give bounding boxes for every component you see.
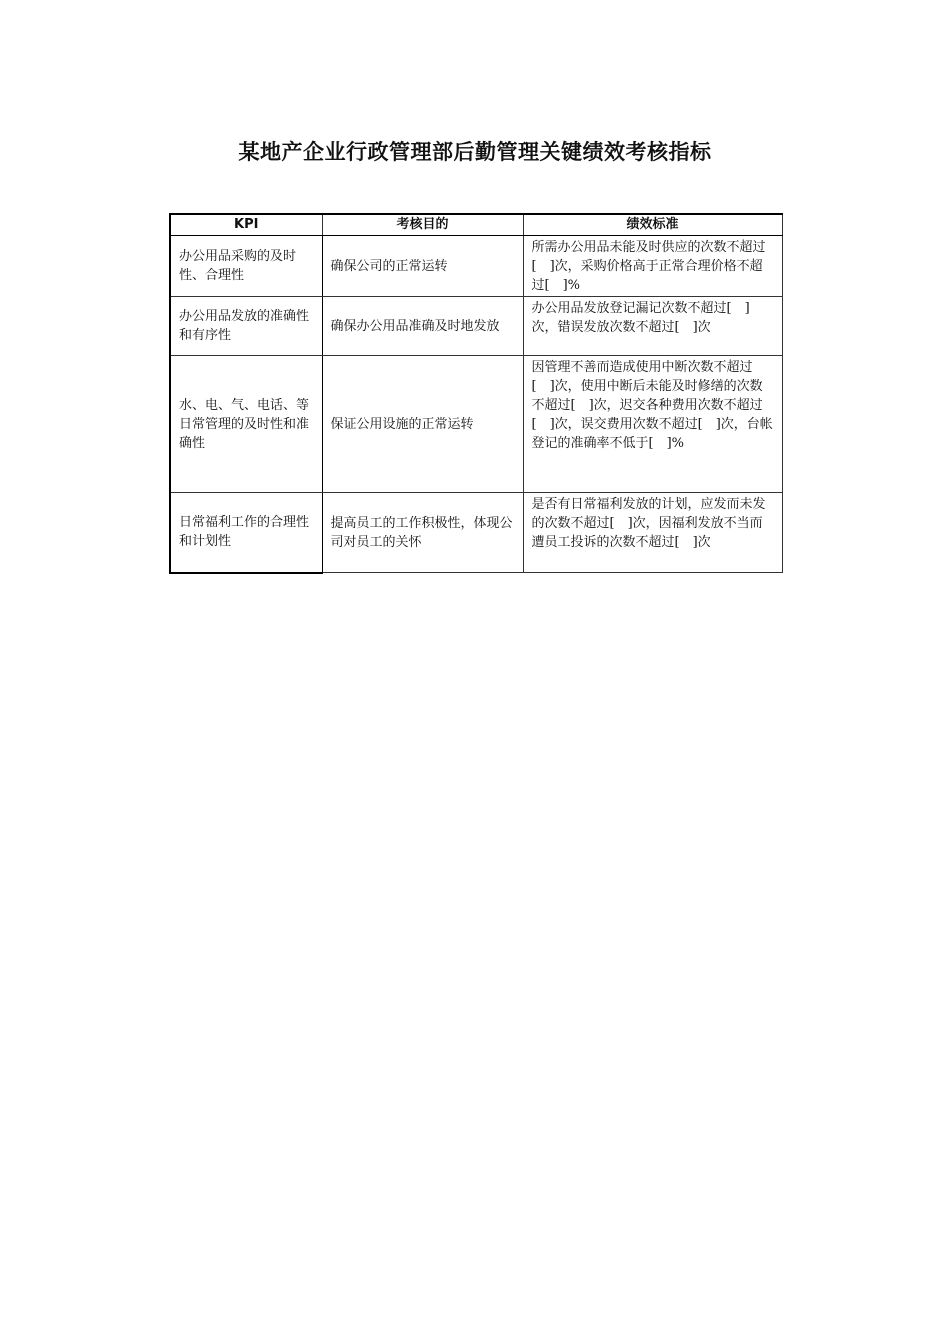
header-kpi: KPI <box>170 214 322 236</box>
kpi-cell: 办公用品采购的及时性、合理性 <box>170 236 322 297</box>
header-standard: 绩效标准 <box>523 214 782 236</box>
table-row <box>170 297 782 356</box>
kpi-cell: 办公用品发放的准确性和有序性 <box>170 297 322 356</box>
standard-cell: 所需办公用品未能及时供应的次数不超过[ ]次，采购价格高于正常合理价格不超过[ ]% <box>523 236 782 297</box>
table-row <box>170 493 782 573</box>
standard-cell: 是否有日常福利发放的计划，应发而未发的次数不超过[ ]次，因福利发放不当而遭员工投诉的次数不超过[ ]次 <box>523 493 782 573</box>
header-purpose: 考核目的 <box>322 214 523 236</box>
standard-cell: 办公用品发放登记漏记次数不超过[ ]次，错误发放次数不超过[ ]次 <box>523 297 782 356</box>
kpi-table <box>169 213 783 574</box>
purpose-cell: 确保公司的正常运转 <box>322 236 523 297</box>
purpose-cell: 确保办公用品准确及时地发放 <box>322 297 523 356</box>
table-header-row <box>170 214 782 236</box>
page-title: 某地产企业行政管理部后勤管理关键绩效考核指标 <box>238 140 712 164</box>
table-row <box>170 356 782 493</box>
standard-cell: 因管理不善而造成使用中断次数不超过[ ]次，使用中断后未能及时修缮的次数不超过[ ]次，迟交各种费用次数不超过[ ]次，误交费用次数不超过[ ]次，台帐登记的准确率不低于[ ]% <box>523 356 782 493</box>
kpi-cell: 日常福利工作的合理性和计划性 <box>170 493 322 573</box>
purpose-cell: 保证公用设施的正常运转 <box>322 356 523 493</box>
table-row <box>170 236 782 297</box>
purpose-cell: 提高员工的工作积极性，体现公司对员工的关怀 <box>322 493 523 573</box>
kpi-cell: 水、电、气、电话、等日常管理的及时性和准确性 <box>170 356 322 493</box>
